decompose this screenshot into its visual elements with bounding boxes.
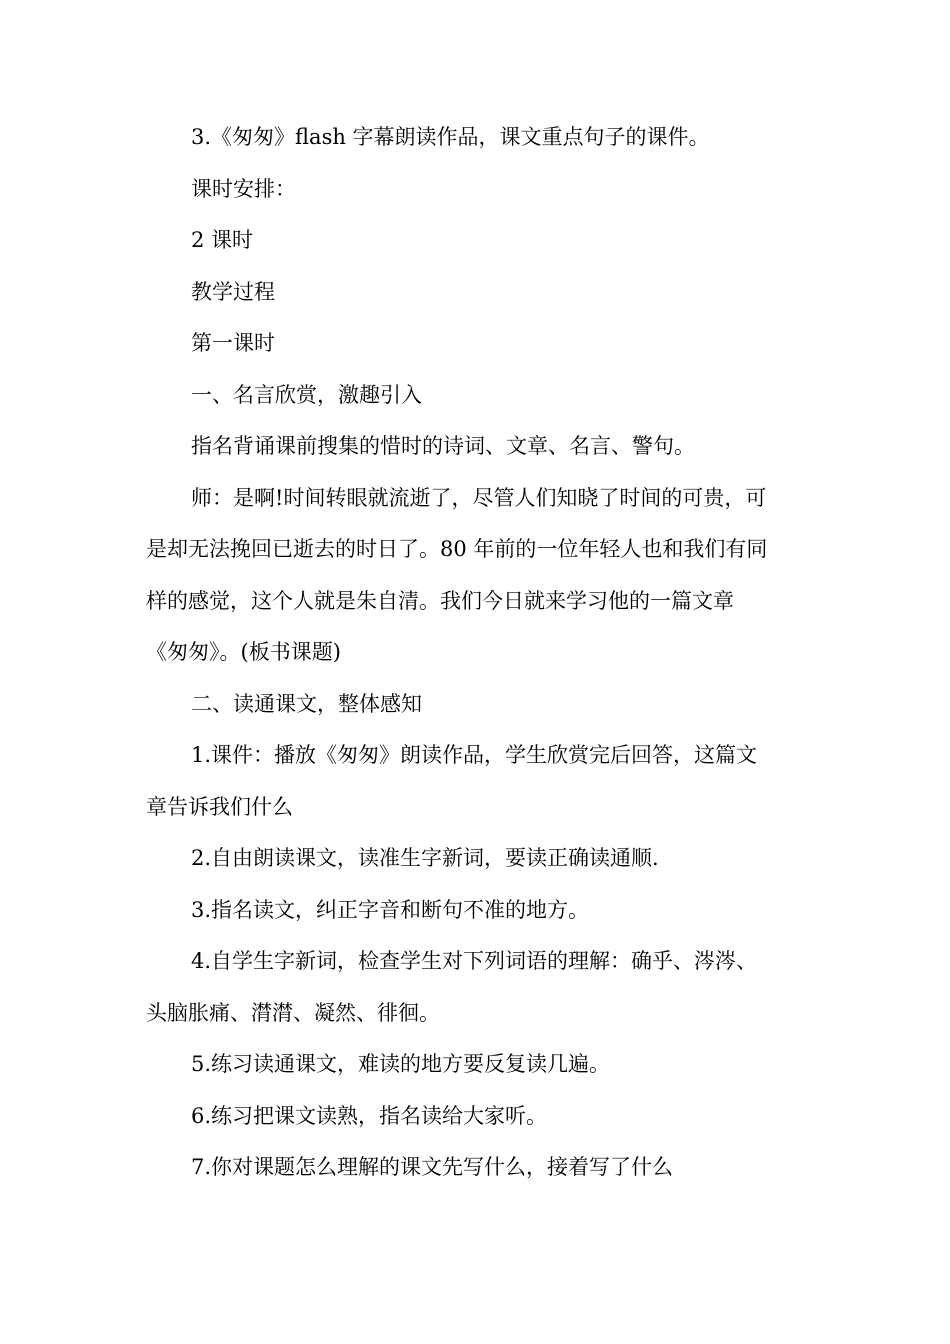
heading-section-one (146, 370, 806, 422)
paragraph-recite-quotes (146, 421, 806, 473)
paragraph-step-3 (146, 885, 806, 937)
paragraph-step-1 (146, 730, 806, 833)
text-line: 2 课时 (191, 228, 254, 252)
text-line: 6.练习把课文读熟，指名读给大家听。 (191, 1103, 548, 1128)
heading-section-two (146, 679, 806, 731)
text-line: 3.《匆匆》flash 字幕朗读作品，课文重点句子的课件。 (191, 125, 710, 149)
text-line: 二、读通课文，整体感知 (191, 691, 422, 716)
text-line: 课时安排： (191, 176, 296, 201)
text-line: 2.自由朗读课文，读准生字新词，要读正确读通顺. (191, 846, 659, 870)
text-line: 章告诉我们什么 (146, 794, 293, 819)
paragraph-step-2 (146, 833, 806, 885)
text-line: 7.你对课题怎么理解的课文先写什么，接着写了什么 (191, 1155, 674, 1179)
text-line: 头脑胀痛、潸潸、凝然、徘徊。 (146, 1000, 440, 1025)
paragraph-step-4 (146, 936, 806, 1039)
text-line: 师：是啊!时间转眼就流逝了，尽管人们知晓了时间的可贵，可 (191, 485, 767, 510)
text-line: 样的感觉，这个人就是朱自清。我们今日就来学习他的一篇文章 (146, 588, 734, 613)
paragraph-materials-3 (146, 112, 806, 164)
paragraph-schedule-label (146, 164, 806, 216)
paragraph-step-7 (146, 1142, 806, 1194)
text-line: 第一课时 (191, 331, 275, 355)
text-line: 一、名言欣赏，激趣引入 (191, 382, 422, 407)
text-line: 1.课件：播放《匆匆》朗读作品，学生欣赏完后回答，这篇文 (191, 743, 758, 767)
paragraph-step-6 (146, 1091, 806, 1143)
text-line: 5.练习读通课文，难读的地方要反复读几遍。 (191, 1052, 611, 1076)
heading-teaching-process (146, 267, 806, 319)
text-line: 4.自学生字新词，检查学生对下列词语的理解：确乎、涔涔、 (191, 949, 758, 973)
text-line: 教学过程 (191, 279, 275, 304)
text-line: 3.指名读文，纠正字音和断句不准的地方。 (191, 897, 590, 922)
heading-first-lesson (146, 318, 806, 370)
text-line: 《匆匆》。(板书课题) (146, 640, 341, 664)
paragraph-teacher-intro (146, 473, 806, 679)
paragraph-step-5 (146, 1039, 806, 1091)
text-line: 是却无法挽回已逝去的时日了。80 年前的一位年轻人也和我们有同 (146, 537, 768, 561)
paragraph-schedule-value (146, 215, 806, 267)
text-line: 指名背诵课前搜集的惜时的诗词、文章、名言、警句。 (191, 434, 695, 458)
document-body (146, 112, 806, 1194)
